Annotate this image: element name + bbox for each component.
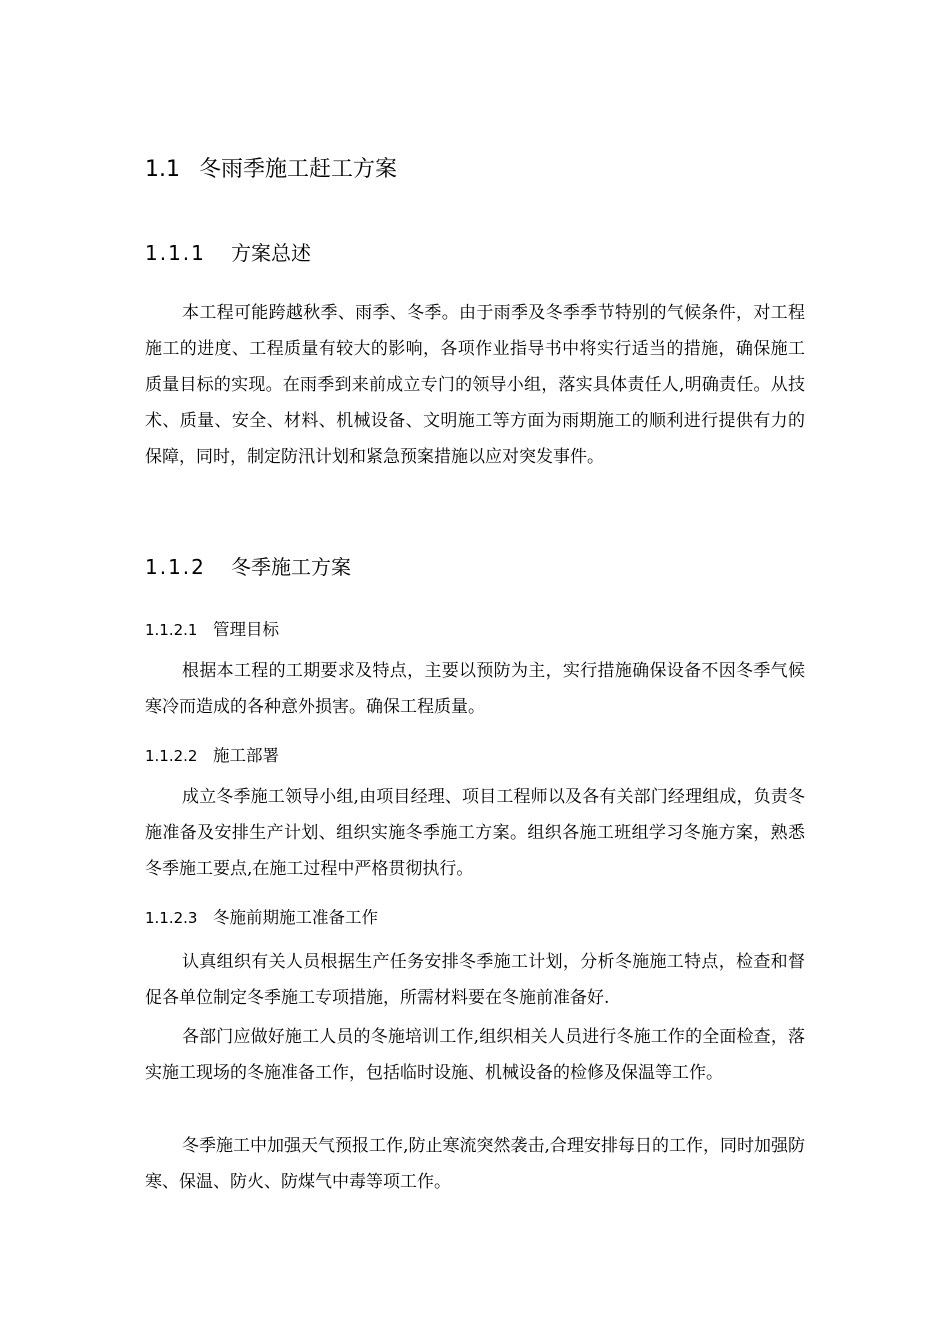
item-title: 施工部署 bbox=[213, 746, 279, 765]
subsection-number: 1.1.2 bbox=[145, 555, 206, 579]
section-number: 1.1 bbox=[145, 157, 180, 182]
item-heading-management-goal bbox=[145, 618, 279, 642]
paragraph-deployment: 成立冬季施工领导小组,由项目经理、项目工程师以及各有关部门经理组成，负责冬施准备及安排生产计划、组织实施冬季施工方案。组织各施工班组学习冬施方案，熟悉冬季施工要点,在施工过程中严格贯彻执行。 bbox=[145, 787, 805, 879]
item-number: 1.1.2.2 bbox=[145, 747, 198, 765]
paragraph-overview: 本工程可能跨越秋季、雨季、冬季。由于雨季及冬季季节特别的气候条件，对工程施工的进度、工程质量有较大的影响，各项作业指导书中将实行适当的措施，确保施工质量目标的实现。在雨季到来前成立专门的领导小组，落实具体责任人,明确责任。从技术、质量、安全、材料、机械设备、文明施工等方面为雨期施工的顺利进行提供有力的保障，同时，制定防汛计划和紧急预案措施以应对突发事件。 bbox=[145, 303, 805, 467]
subsection-title: 冬季施工方案 bbox=[231, 555, 351, 579]
paragraph-preparation-2: 各部门应做好施工人员的冬施培训工作,组织相关人员进行冬施工作的全面检查，落实施工现场的冬施准备工作，包括临时设施、机械设备的检修及保温等工作。 bbox=[145, 1027, 805, 1083]
item-number: 1.1.2.3 bbox=[145, 909, 198, 927]
paragraph-preparation-1: 认真组织有关人员根据生产任务安排冬季施工计划，分析冬施施工特点，检查和督促各单位制定冬季施工专项措施，所需材料要在冬施前准备好. bbox=[145, 952, 805, 1008]
section-title: 冬雨季施工赶工方案 bbox=[199, 157, 398, 182]
subsection-number: 1.1.1 bbox=[145, 241, 206, 265]
subsection-heading-overview bbox=[145, 238, 311, 268]
item-title: 冬施前期施工准备工作 bbox=[213, 908, 378, 927]
paragraph-management-goal: 根据本工程的工期要求及特点，主要以预防为主，实行措施确保设备不因冬季气候寒冷而造成的各种意外损害。确保工程质量。 bbox=[145, 661, 805, 717]
subsection-heading-winter-plan bbox=[145, 552, 351, 582]
item-heading-preparation bbox=[145, 906, 378, 930]
item-number: 1.1.2.1 bbox=[145, 621, 198, 639]
section-heading bbox=[145, 154, 397, 186]
paragraph-preparation-3: 冬季施工中加强天气预报工作,防止寒流突然袭击,合理安排每日的工作，同时加强防寒、保温、防火、防煤气中毒等项工作。 bbox=[145, 1136, 805, 1192]
item-title: 管理目标 bbox=[213, 620, 279, 639]
subsection-title: 方案总述 bbox=[231, 241, 311, 265]
item-heading-deployment bbox=[145, 744, 279, 768]
